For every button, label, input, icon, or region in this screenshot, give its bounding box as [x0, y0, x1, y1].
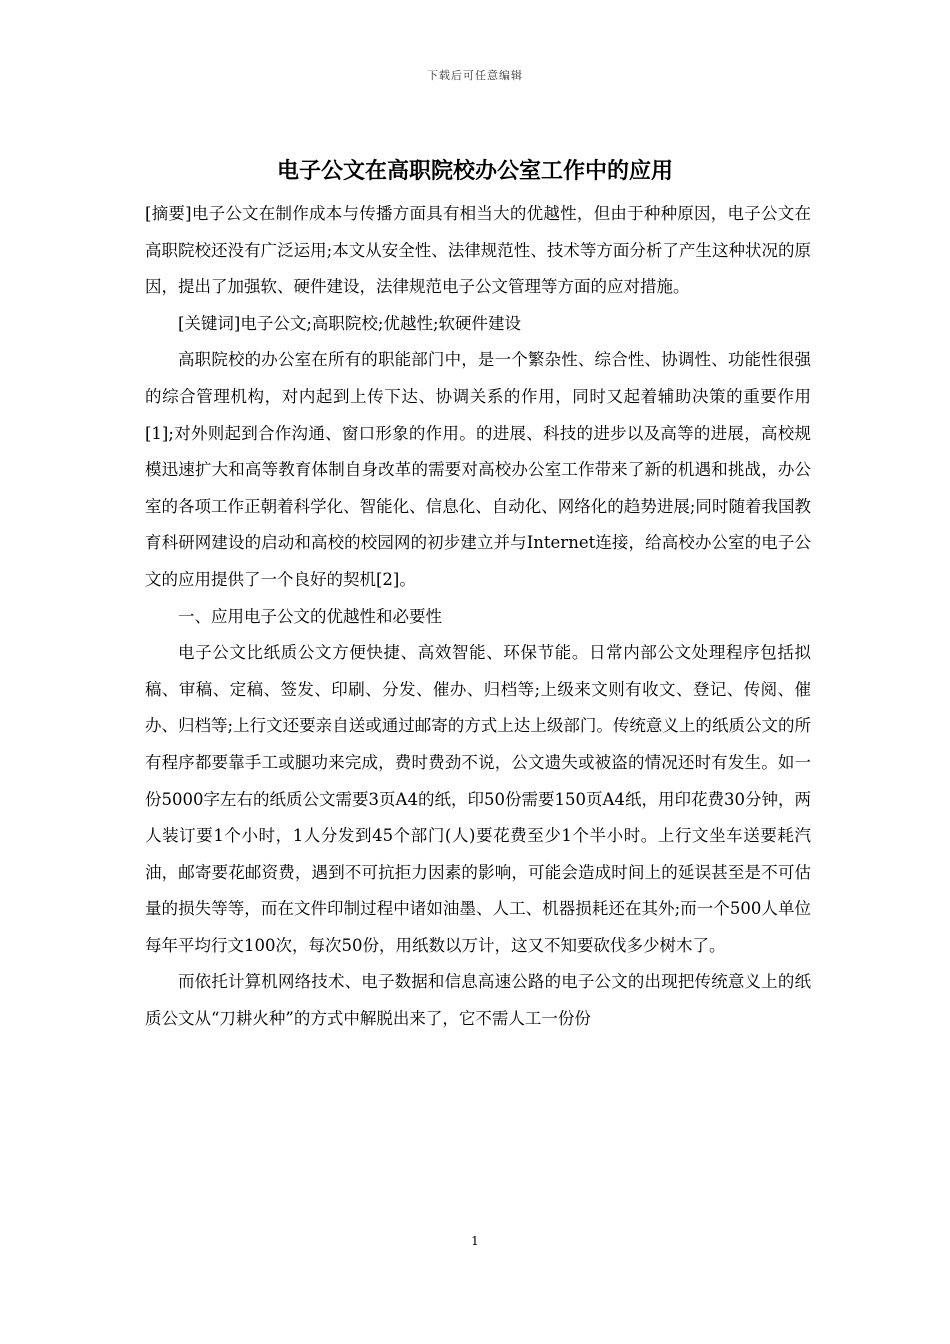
header-note: 下载后可任意编辑 [427, 69, 523, 82]
section-heading: 一、应用电子公文的优越性和必要性 [178, 606, 442, 626]
keywords-paragraph: [关键词]电子公文;高职院校;优越性;软硬件建设 [178, 313, 522, 333]
body-paragraph: 电子公文比纸质公文方便快捷、高效智能、环保节能。日常内部公文处理程序包括拟稿、审稿、定稿、签发、印刷、分发、催办、归档等;上级来文则有收文、登记、传阅、催办、归档等;上行文还要亲自送或通过邮寄的方式上达上级部门。传统意义上的纸质公文的所有程序都要靠手工或腿功来完成，费时费劲不说，公文遗失或被盗的情况还时有发生。如一份5000字左右的纸质公文需要3页A4的纸，印50份需要150页A4纸，用印花费30分钟，两人装订要1个小时，1人分发到45个部门(人)要花费至少1个半小时。上行文坐车送要耗汽油，邮寄要花邮资费，遇到不可抗拒力因素的影响，可能会造成时间上的延误甚至是不可估量的损失等等，而在文件印制过程中诸如油墨、人工、机器损耗还在其外;而一个500人单位每年平均行文100次，每次50份，用纸数以万计，这又不知要砍伐多少树木了。 [145, 643, 811, 955]
abstract-paragraph: [摘要]电子公文在制作成本与传播方面具有相当大的优越性，但由于种种原因，电子公文在高职院校还没有广泛运用;本文从安全性、法律规范性、技术等方面分析了产生这种状况的原因，提出了加强软、硬件建设，法律规范电子公文管理等方面的应对措施。 [145, 204, 811, 297]
body-paragraph: 而依托计算机网络技术、电子数据和信息高速公路的电子公文的出现把传统意义上的纸质公文从“刀耕火种”的方式中解脱出来了，它不需人工一份份 [145, 972, 811, 1029]
page-number: 1 [471, 1234, 479, 1248]
document-body [145, 196, 811, 1038]
document-title: 电子公文在高职院校办公室工作中的应用 [276, 159, 673, 184]
body-paragraph: 高职院校的办公室在所有的职能部门中，是一个繁杂性、综合性、协调性、功能性很强的综合管理机构，对内起到上传下达、协调关系的作用，同时又起着辅助决策的重要作用[1];对外则起到合作沟通、窗口形象的作用。的进展、科技的进步以及高等的进展，高校规模迅速扩大和高等教育体制自身改革的需要对高校办公室工作带来了新的机遇和挑战，办公室的各项工作正朝着科学化、智能化、信息化、自动化、网络化的趋势进展;同时随着我国教育科研网建设的启动和高校的校园网的初步建立并与Internet连接，给高校办公室的电子公文的应用提供了一个良好的契机[2]。 [145, 350, 811, 589]
